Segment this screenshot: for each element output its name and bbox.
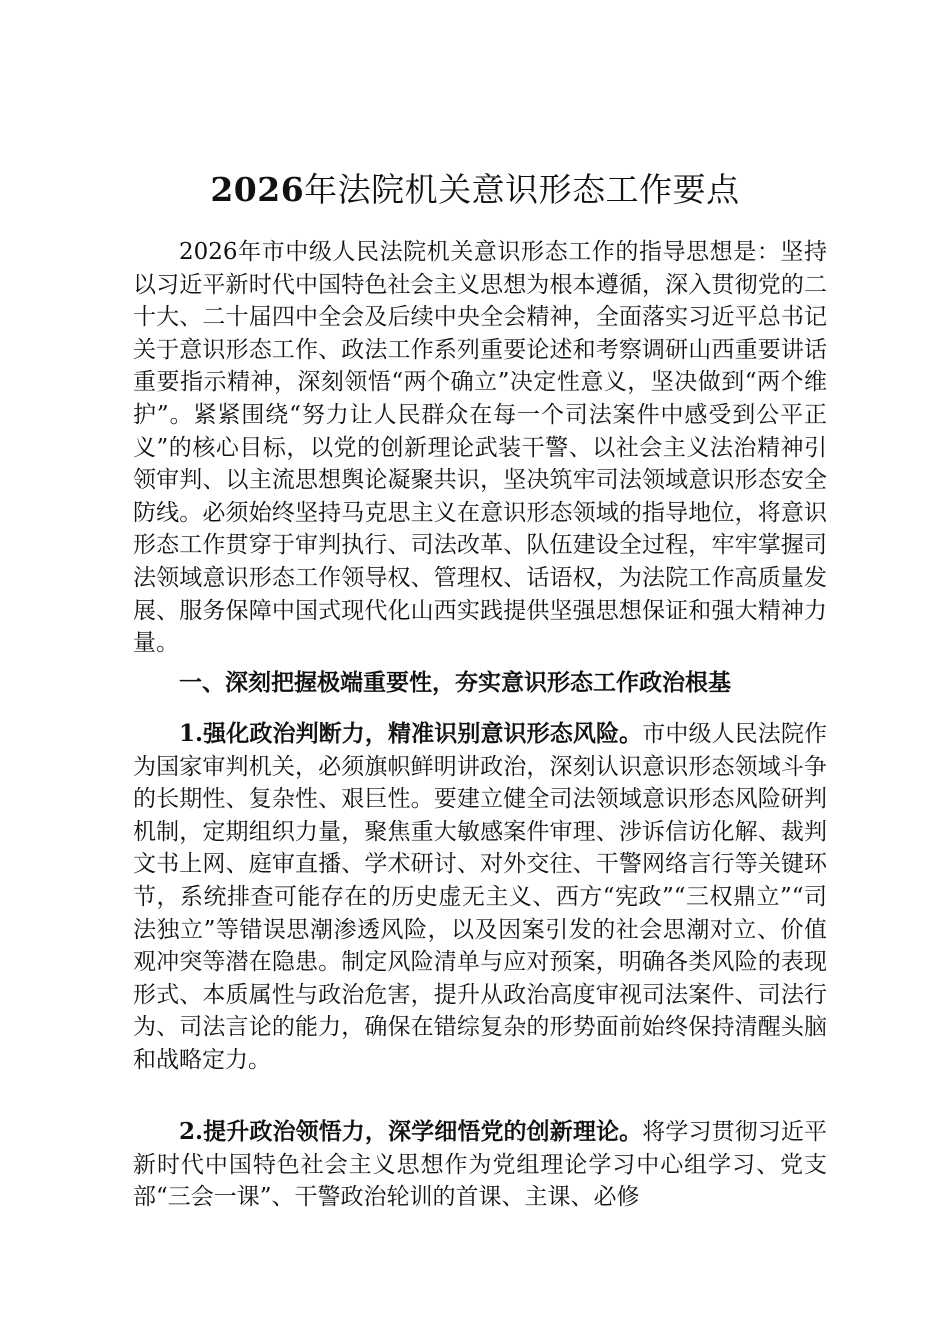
- section-1-heading: 一、深刻把握极端重要性，夯实意识形态工作政治根基: [179, 669, 731, 696]
- document-title: [0, 168, 950, 212]
- item-1-paragraph: [133, 718, 827, 1077]
- title-text: 年法院机关意识形态工作要点: [304, 170, 740, 209]
- item-1-lead: 1.强化政治判断力，精准识别意识形态风险。: [179, 720, 643, 747]
- intro-paragraph: 2026年市中级人民法院机关意识形态工作的指导思想是：坚持以习近平新时代中国特色社会主义思想为根本遵循，深入贯彻党的二十大、二十届四中全会及后续中央全会精神，全面落实习近平总书记关于意识形态工作、政法工作系列重要论述和考察调研山西重要讲话重要指示精神，深刻领悟“两个确立”决定性意义，坚决做到“两个维护”。紧紧围绕“努力让人民群众在每一个司法案件中感受到公平正义”的核心目标，以党的创新理论武装干警、以社会主义法治精神引领审判、以主流思想舆论凝聚共识，坚决筑牢司法领域意识形态安全防线。必须始终坚持马克思主义在意识形态领域的指导地位，将意识形态工作贯穿于审判执行、司法改革、队伍建设全过程，牢牢掌握司法领域意识形态工作领导权、管理权、话语权，为法院工作高质量发展、服务保障中国式现代化山西实践提供坚强思想保证和强大精神力量。: [133, 239, 827, 657]
- title-year: 2026: [210, 170, 305, 209]
- item-2-paragraph: [133, 1116, 827, 1214]
- item-1-body: 市中级人民法院作为国家审判机关，必须旗帜鲜明讲政治，深刻认识意识形态领域斗争的长期性、复杂性、艰巨性。要建立健全司法领域意识形态风险研判机制，定期组织力量，聚焦重大敏感案件审理、涉诉信访化解、裁判文书上网、庭审直播、学术研讨、对外交往、干警网络言行等关键环节，系统排查可能存在的历史虚无主义、西方“宪政”“三权鼎立”“司法独立”等错误思潮渗透风险，以及因案引发的社会思潮对立、价值观冲突等潜在隐患。制定风险清单与应对预案，明确各类风险的表现形式、本质属性与政治危害，提升从政治高度审视司法案件、司法行为、司法言论的能力，确保在错综复杂的形势面前始终保持清醒头脑和战略定力。: [133, 721, 828, 1073]
- item-2-body: 将学习贯彻习近平新时代中国特色社会主义思想作为党组理论学习中心组学习、党支部“三会一课”、干警政治轮训的首课、主课、必修: [133, 1119, 828, 1211]
- item-2-lead: 2.提升政治领悟力，深学细悟党的创新理论。: [179, 1118, 643, 1145]
